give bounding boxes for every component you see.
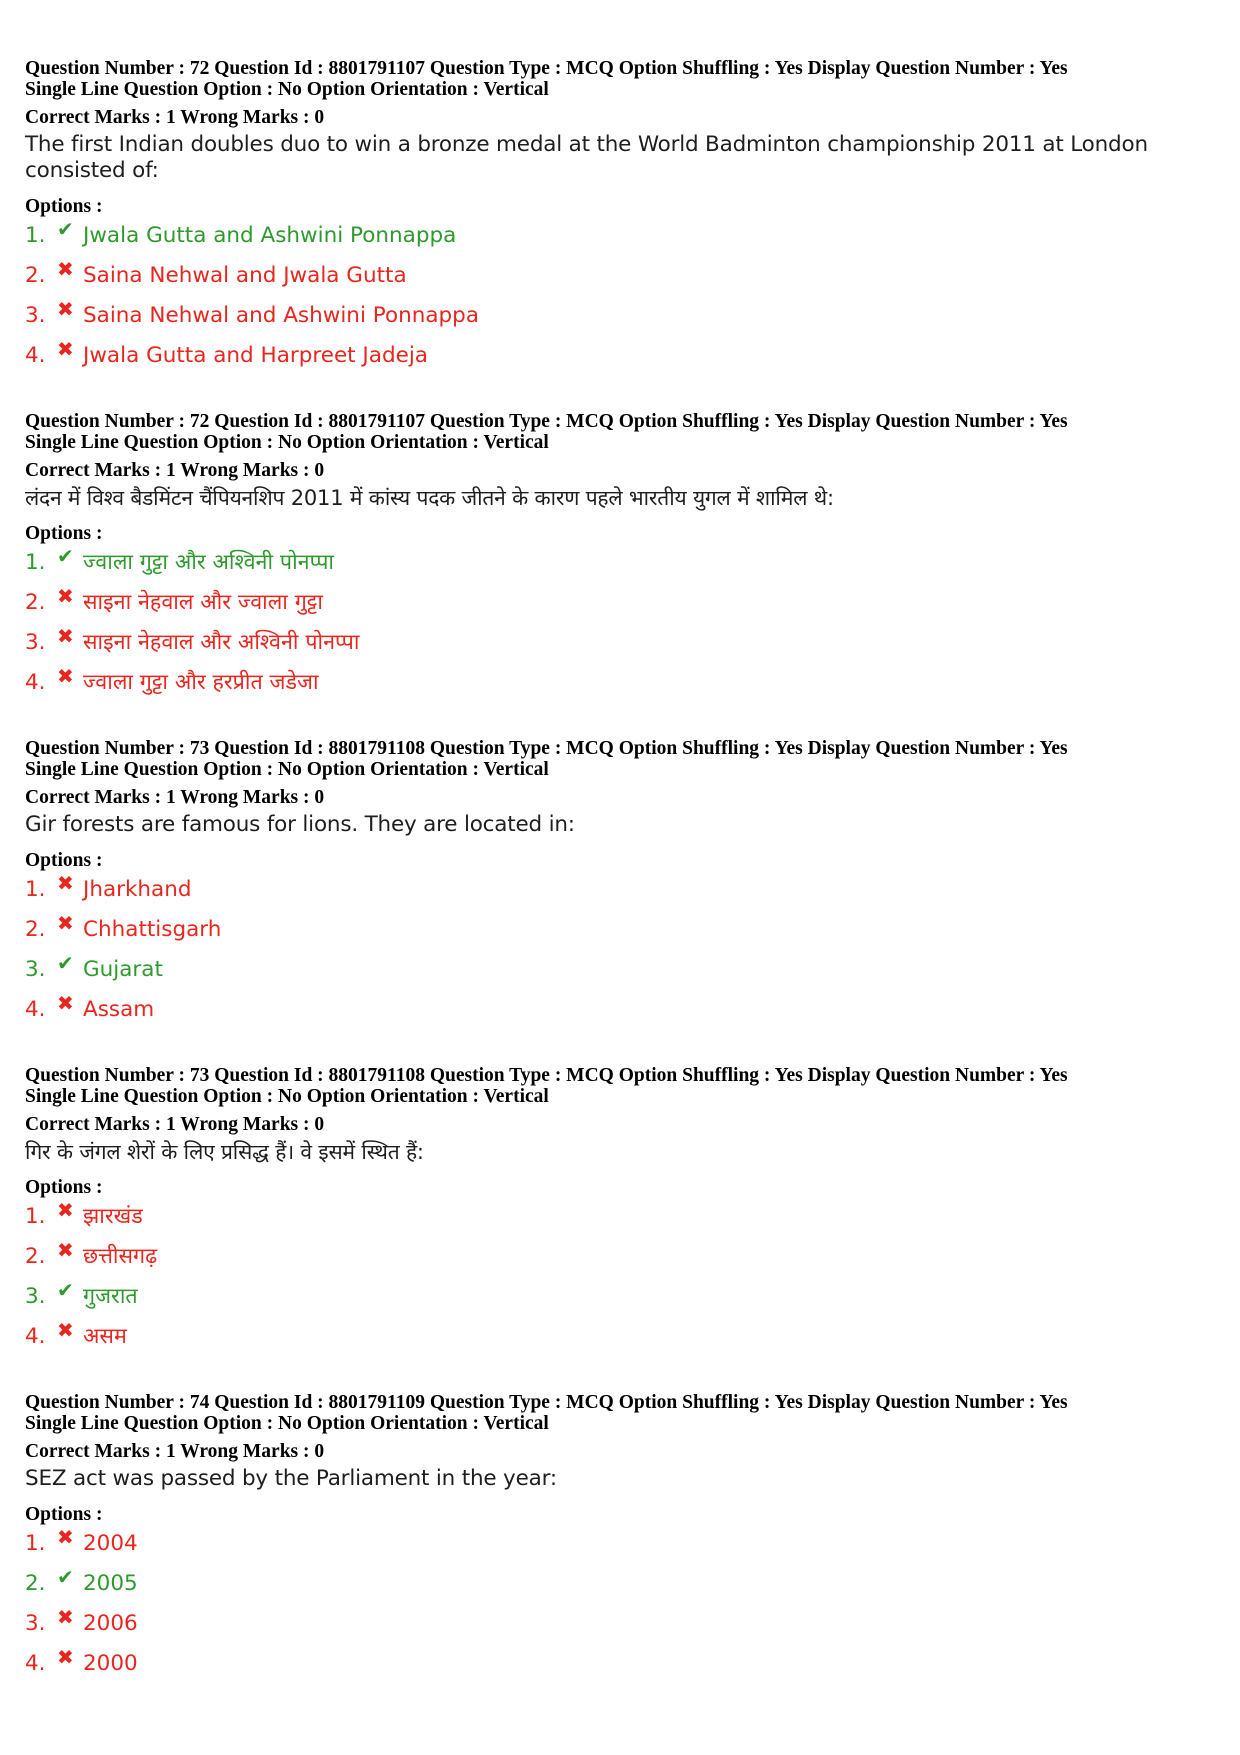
option-text: Saina Nehwal and Ashwini Ponnappa (83, 303, 479, 328)
question-block (25, 411, 1220, 708)
option-item (25, 1318, 1220, 1362)
cross-icon: ✖ (57, 664, 74, 688)
option-item (25, 544, 1220, 588)
option-item (25, 1198, 1220, 1242)
option-text: साइना नेहवाल और ज्वाला गुट्टा (83, 590, 323, 615)
option-item (25, 911, 1220, 955)
cross-icon: ✖ (57, 1645, 74, 1669)
option-number: 3. (25, 1284, 46, 1309)
cross-icon: ✖ (57, 1198, 74, 1222)
option-number: 4. (25, 1651, 46, 1676)
option-item (25, 1238, 1220, 1282)
option-text: छत्तीसगढ़ (83, 1244, 158, 1269)
question-meta-line2: Single Line Question Option : No Option Orientation : Vertical (25, 1413, 549, 1434)
question-meta-line2: Single Line Question Option : No Option Orientation : Vertical (25, 1086, 549, 1107)
option-number: 1. (25, 1204, 46, 1229)
marks-info: Correct Marks : 1 Wrong Marks : 0 (25, 460, 325, 481)
option-item (25, 991, 1220, 1035)
option-number: 3. (25, 303, 46, 328)
cross-icon: ✖ (57, 1318, 74, 1342)
options-label: Options : (25, 1504, 103, 1525)
option-text: 2000 (83, 1651, 138, 1676)
question-text: The first Indian doubles duo to win a bronze medal at the World Badminton championship 2011 at London consisted of: (25, 132, 1148, 183)
option-number: 2. (25, 590, 46, 615)
check-icon: ✔ (57, 951, 74, 975)
option-text: झारखंड (83, 1204, 143, 1229)
option-item (25, 584, 1220, 628)
option-item (25, 1605, 1220, 1649)
option-item (25, 951, 1220, 995)
question-text: गिर के जंगल शेरों के लिए प्रसिद्ध हैं। वे इसमें स्थित हैं: (25, 1140, 424, 1164)
option-text: Saina Nehwal and Jwala Gutta (83, 263, 407, 288)
question-meta-line1: Question Number : 73 Question Id : 8801791108 Question Type : MCQ Option Shuffling : Yes Display Question Number : Yes (25, 1065, 1068, 1086)
check-icon: ✔ (57, 1278, 74, 1302)
option-text: ज्वाला गुट्टा और अश्विनी पोनप्पा (83, 550, 334, 575)
options-list (25, 1525, 1220, 1689)
option-text: Gujarat (83, 957, 163, 982)
option-item (25, 297, 1220, 341)
cross-icon: ✖ (57, 584, 74, 608)
options-list (25, 871, 1220, 1035)
option-text: Assam (83, 997, 155, 1022)
question-text: Gir forests are famous for lions. They are located in: (25, 812, 575, 837)
check-icon: ✔ (57, 217, 74, 241)
cross-icon: ✖ (57, 257, 74, 281)
question-meta-line1: Question Number : 74 Question Id : 8801791109 Question Type : MCQ Option Shuffling : Yes Display Question Number : Yes (25, 1392, 1068, 1413)
option-text: Jwala Gutta and Harpreet Jadeja (83, 343, 428, 368)
option-text: Jwala Gutta and Ashwini Ponnappa (83, 223, 457, 248)
option-number: 2. (25, 263, 46, 288)
option-text: असम (83, 1324, 127, 1349)
cross-icon: ✖ (57, 1605, 74, 1629)
option-text: साइना नेहवाल और अश्विनी पोनप्पा (83, 630, 360, 655)
cross-icon: ✖ (57, 624, 74, 648)
option-number: 2. (25, 917, 46, 942)
marks-info: Correct Marks : 1 Wrong Marks : 0 (25, 1441, 325, 1462)
check-icon: ✔ (57, 1565, 74, 1589)
option-text: Jharkhand (83, 877, 192, 902)
option-number: 4. (25, 343, 46, 368)
question-paper-page (25, 58, 1220, 1719)
option-number: 4. (25, 997, 46, 1022)
question-block (25, 58, 1220, 381)
question-meta-line2: Single Line Question Option : No Option Orientation : Vertical (25, 432, 549, 453)
question-meta-line1: Question Number : 72 Question Id : 8801791107 Question Type : MCQ Option Shuffling : Yes Display Question Number : Yes (25, 58, 1068, 79)
option-number: 2. (25, 1244, 46, 1269)
options-list (25, 544, 1220, 708)
options-list (25, 217, 1220, 381)
option-text: 2005 (83, 1571, 138, 1596)
cross-icon: ✖ (57, 297, 74, 321)
cross-icon: ✖ (57, 991, 74, 1015)
option-number: 2. (25, 1571, 46, 1596)
option-item (25, 257, 1220, 301)
question-text: लंदन में विश्व बैडमिंटन चैंपियनशिप 2011 में कांस्य पदक जीतने के कारण पहले भारतीय युगल में शामिल थे: (25, 486, 834, 510)
option-text: 2006 (83, 1611, 138, 1636)
option-number: 4. (25, 1324, 46, 1349)
marks-info: Correct Marks : 1 Wrong Marks : 0 (25, 107, 325, 128)
option-text: ज्वाला गुट्टा और हरप्रीत जडेजा (83, 670, 319, 695)
check-icon: ✔ (57, 544, 74, 568)
option-item (25, 1278, 1220, 1322)
option-item (25, 337, 1220, 381)
question-meta-line1: Question Number : 72 Question Id : 8801791107 Question Type : MCQ Option Shuffling : Yes Display Question Number : Yes (25, 411, 1068, 432)
options-label: Options : (25, 850, 103, 871)
question-block (25, 1065, 1220, 1362)
option-number: 4. (25, 670, 46, 695)
option-number: 1. (25, 550, 46, 575)
options-label: Options : (25, 196, 103, 217)
option-number: 1. (25, 877, 46, 902)
option-item (25, 624, 1220, 668)
question-meta-line1: Question Number : 73 Question Id : 8801791108 Question Type : MCQ Option Shuffling : Yes Display Question Number : Yes (25, 738, 1068, 759)
marks-info: Correct Marks : 1 Wrong Marks : 0 (25, 1114, 325, 1135)
marks-info: Correct Marks : 1 Wrong Marks : 0 (25, 787, 325, 808)
options-list (25, 1198, 1220, 1362)
option-text: Chhattisgarh (83, 917, 222, 942)
question-meta-line2: Single Line Question Option : No Option Orientation : Vertical (25, 759, 549, 780)
option-text: 2004 (83, 1531, 138, 1556)
cross-icon: ✖ (57, 1238, 74, 1262)
cross-icon: ✖ (57, 1525, 74, 1549)
question-text: SEZ act was passed by the Parliament in the year: (25, 1466, 557, 1491)
option-item (25, 871, 1220, 915)
option-number: 1. (25, 1531, 46, 1556)
options-label: Options : (25, 523, 103, 544)
option-item (25, 217, 1220, 261)
option-number: 1. (25, 223, 46, 248)
cross-icon: ✖ (57, 911, 74, 935)
cross-icon: ✖ (57, 337, 74, 361)
option-item (25, 1645, 1220, 1689)
option-number: 3. (25, 1611, 46, 1636)
option-item (25, 1525, 1220, 1569)
question-meta-line2: Single Line Question Option : No Option Orientation : Vertical (25, 79, 549, 100)
option-item (25, 1565, 1220, 1609)
option-text: गुजरात (83, 1284, 138, 1309)
option-number: 3. (25, 957, 46, 982)
option-item (25, 664, 1220, 708)
cross-icon: ✖ (57, 871, 74, 895)
option-number: 3. (25, 630, 46, 655)
question-block (25, 1392, 1220, 1689)
question-block (25, 738, 1220, 1035)
options-label: Options : (25, 1177, 103, 1198)
